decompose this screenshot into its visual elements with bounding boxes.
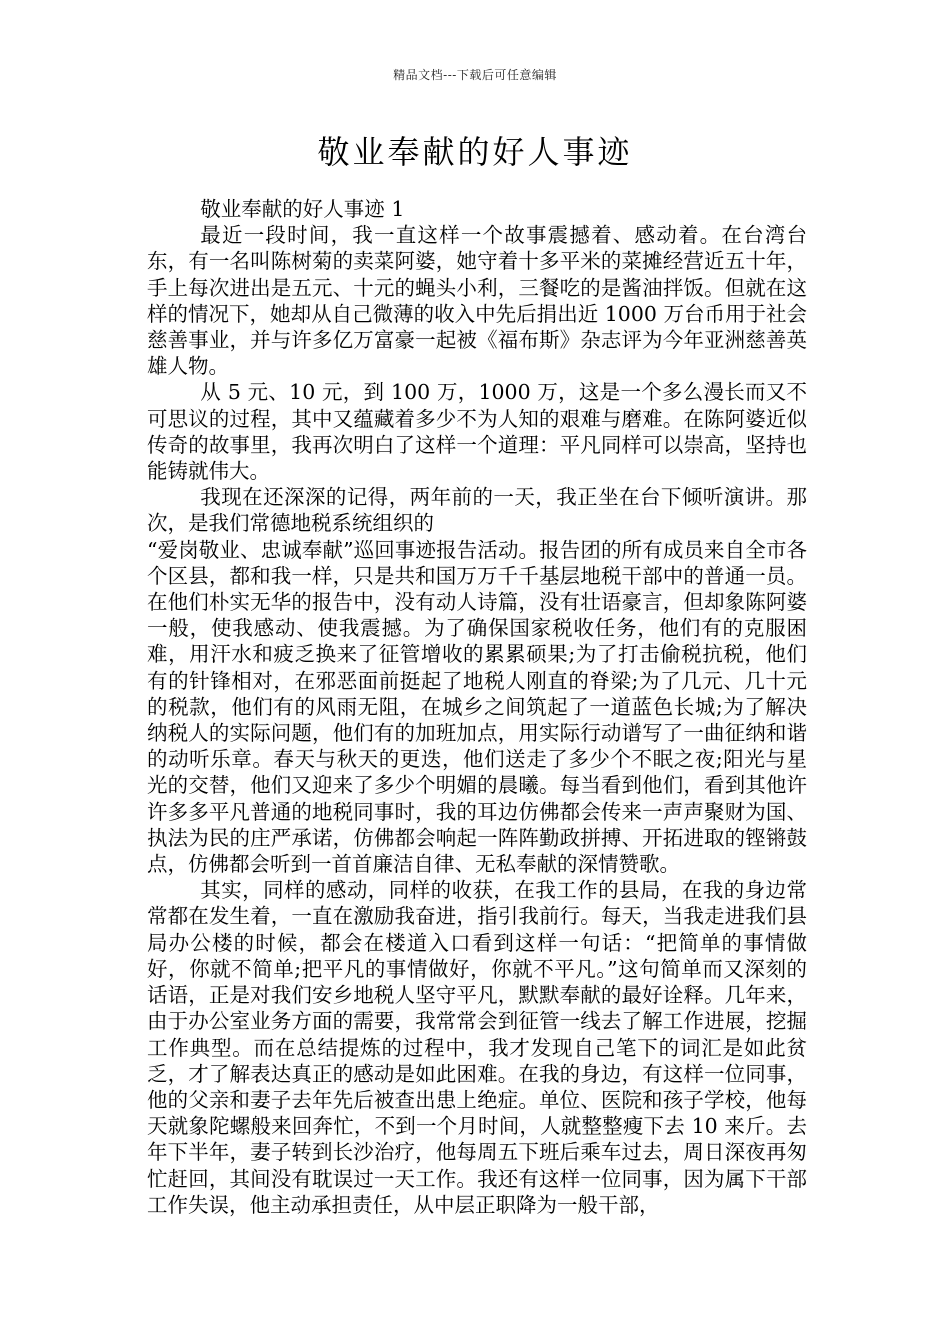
body-paragraph: “爱岗敬业、忠诚奉献”巡回事迹报告活动。报告团的所有成员来自全市各个区县，都和我一样，只是共和国万万千千基层地税干部中的普通一员。在他们朴实无华的报告中，没有动人诗篇，没有壮语豪言，但却象陈阿婆一般，使我感动、使我震撼。为了确保国家税收任务，他们有的克服困难，用汗水和疲乏换来了征管增收的累累硕果;为了打击偷税抗税，他们有的针锋相对，在邪恶面前挺起了地税人刚直的脊梁;为了几元、几十元的税款，他们有的风雨无阻，在城乡之间筑起了一道蓝色长城;为了解决纳税人的实际问题，他们有的加班加点，用实际行动谱写了一曲征纳和谐的动听乐章。春天与秋天的更迭，他们送走了多少个不眠之夜;阳光与星光的交替，他们又迎来了多少个明媚的晨曦。每当看到他们，看到其他许许多多平凡普通的地税同事时，我的耳边仿佛都会传来一声声聚财为国、执法为民的庄严承诺，仿佛都会响起一阵阵勤政拼搏、开拓进取的铿锵鼓点，仿佛都会听到一首首廉洁自律、无私奉献的深情赞歌。 [147,537,807,877]
body-paragraph: 从 5 元、10 元，到 100 万，1000 万，这是一个多么漫长而又不可思议的过程，其中又蕴藏着多少不为人知的艰难与磨难。在陈阿婆近似传奇的故事里，我再次明白了这样一个道理：平凡同样可以崇高，坚持也能铸就伟大。 [147,380,807,484]
subtitle-paragraph: 敬业奉献的好人事迹 1 [200,197,405,221]
page-header-note: 精品文档---下载后可任意编辑 [393,68,557,82]
document-body [147,196,807,1218]
document-title: 敬业奉献的好人事迹 [317,133,633,171]
body-paragraph: 最近一段时间，我一直这样一个故事震撼着、感动着。在台湾台东，有一名叫陈树菊的卖菜阿婆，她守着十多平米的菜摊经营近五十年，手上每次进出是五元、十元的蝇头小利，三餐吃的是酱油拌饭。但就在这样的情况下，她却从自己微薄的收入中先后捐出近 1000 万台币用于社会慈善事业，并与许多亿万富豪一起被《福布斯》杂志评为今年亚洲慈善英雄人物。 [147,223,807,379]
body-paragraph: 其实，同样的感动，同样的收获，在我工作的县局，在我的身边常常都在发生着，一直在激励我奋进，指引我前行。每天，当我走进我们县局办公楼的时候，都会在楼道入口看到这样一句话：“把简单的事情做好，你就不简单;把平凡的事情做好，你就不平凡。”这句简单而又深刻的话语，正是对我们安乡地税人坚守平凡，默默奉献的最好诠释。几年来，由于办公室业务方面的需要，我常常会到征管一线去了解工作进展，挖掘工作典型。而在总结提炼的过程中，我才发现自己笔下的词汇是如此贫乏，才了解表达真正的感动是如此困难。在我的身边，有这样一位同事，他的父亲和妻子去年先后被查出患上绝症。单位、医院和孩子学校，他每天就象陀螺般来回奔忙，不到一个月时间，人就整整瘦下去 10 来斤。去年下半年，妻子转到长沙治疗，他每周五下班后乘车过去，周日深夜再匆忙赶回，其间没有耽误过一天工作。我还有这样一位同事，因为属下干部工作失误，他主动承担责任，从中层正职降为一般干部， [147,878,807,1217]
body-paragraph: 我现在还深深的记得，两年前的一天，我正坐在台下倾听演讲。那次，是我们常德地税系统组织的 [147,485,807,536]
